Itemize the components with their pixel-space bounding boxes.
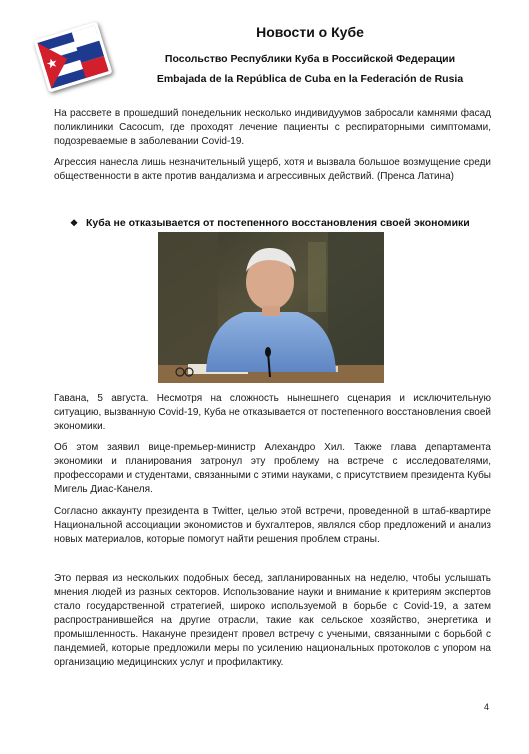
article-paragraph: Согласно аккаунту президента в Twitter, целью этой встречи, проведенной в штаб-квартире Национальной ассоциации экономистов и бухгалтеров, являлся сбор предложений и анализ новых материалов, которые помогут найти решения проблем страны. xyxy=(54,506,491,545)
diamond-bullet-icon: ❖ xyxy=(70,218,79,228)
article-photo xyxy=(158,232,384,383)
page-number: 4 xyxy=(484,702,490,712)
embassy-name-es: Embajada de la República de Cuba en la Federación de Rusia xyxy=(156,73,464,85)
flag-icon xyxy=(34,22,113,93)
article-paragraph: Об этом заявил вице-премьер-министр Алехандро Хил. Также глава департамента экономики и планирования затронул эту проблему на встрече с исследователями, профессорами и студентами, связанными с этими науками, с присутствием президента Кубы Мигель Диас-Канеля. xyxy=(54,442,491,495)
article-paragraph: Гавана, 5 августа. Несмотря на сложность нынешнего сценария и исключительную ситуацию, вызванную Covid-19, Куба не отказывается от постепенного восстановления своей экономики. xyxy=(54,393,491,432)
newsletter-title: Новости о Кубе xyxy=(256,24,364,40)
article-headline-text: Куба не отказывается от постепенного восстановления своей экономики xyxy=(86,217,470,229)
intro-paragraph: Агрессия нанесла лишь незначительный ущерб, хотя и вызвала большое возмущение среди общественности в акте против вандализма и агрессивных действий. (Пренса Латина) xyxy=(54,157,491,182)
cuba-russia-flag-logo xyxy=(34,26,106,88)
article-paragraph: Это первая из нескольких подобных бесед, запланированных на неделю, чтобы услышать мнения людей из разных секторов. Использование науки и внимание к критериям экспертов стало государственной стратегией, широко используемой в борьбе с Covid-19, а затем распространившейся на другие отрасли, такие как сельское хозяйство, энергетика и промышленность. Накануне президент провел встречу с учеными, связанными с борьбой с пандемией, которые предложили меры по усилению национальных протоколов с упором на организацию медицинских услуг и профилактику. xyxy=(54,573,491,668)
article-headline xyxy=(70,217,500,229)
intro-paragraph: На рассвете в прошедший понедельник несколько индивидуумов забросали камнями фасад поликлиники Cacocum, где проходят лечение пациенты с респираторными симптомами, подозреваемые в заболевании Covid-19. xyxy=(54,108,491,147)
embassy-name-ru: Посольство Республики Куба в Российской Федерации xyxy=(164,53,456,65)
